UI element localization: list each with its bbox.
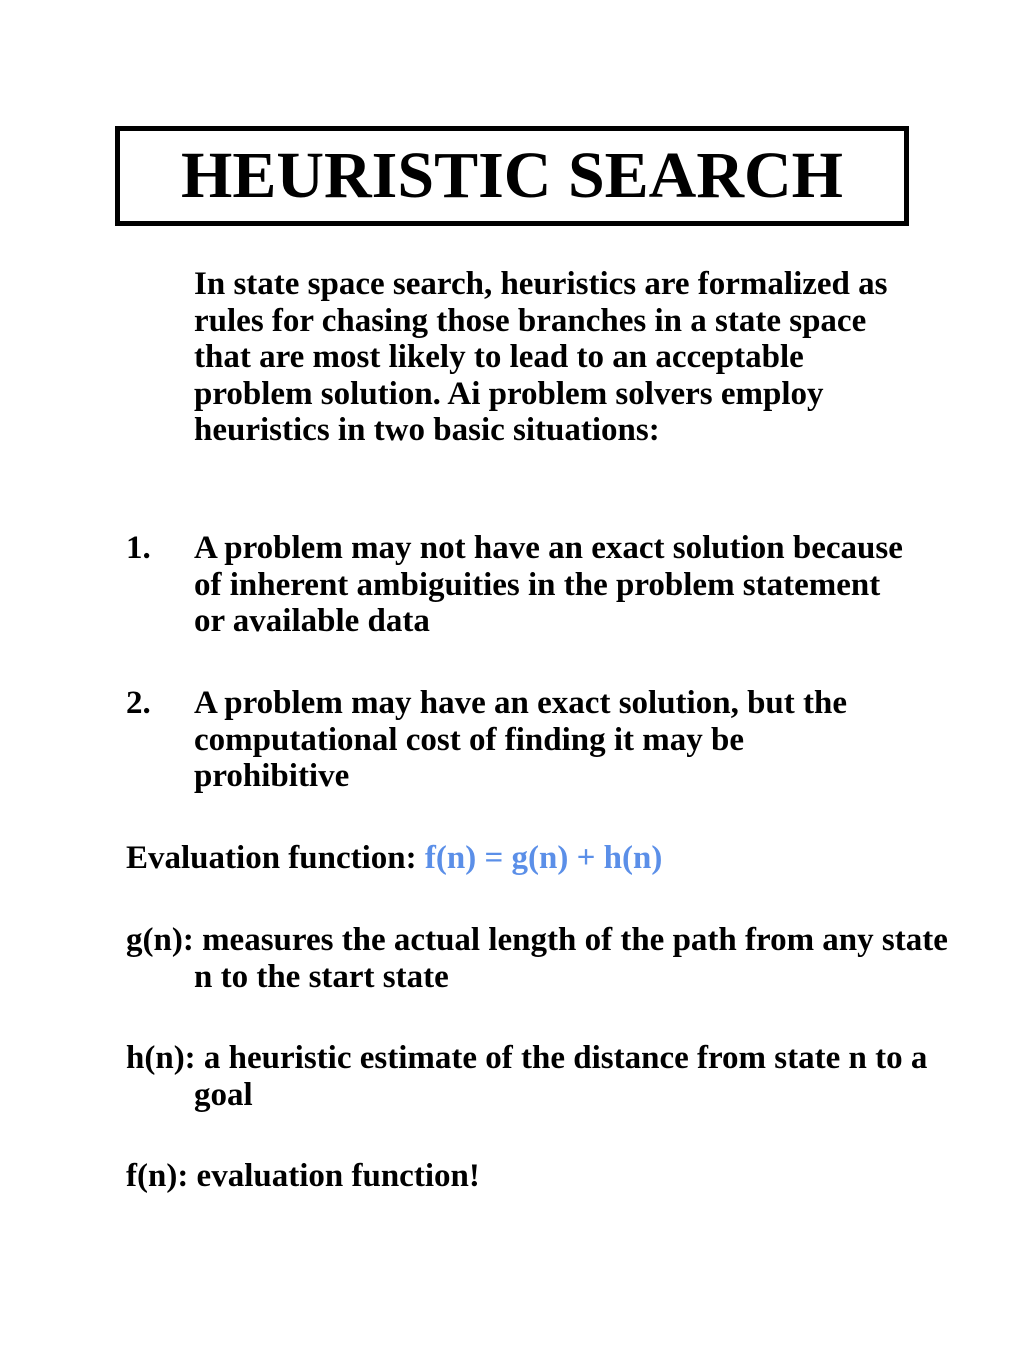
list-text-1: A problem may not have an exact solution because of inherent ambiguities in the problem statement or available data [194, 530, 903, 639]
evaluation-label: Evaluation function: [126, 840, 425, 876]
page-title: HEURISTIC SEARCH [181, 139, 843, 212]
definition-f: f(n): evaluation function! [126, 1158, 480, 1194]
definition-g: g(n): measures the actual length of the path from any state n to the start state [126, 922, 948, 995]
evaluation-formula: f(n) = g(n) + h(n) [424, 840, 663, 876]
list-item-1 [126, 530, 906, 640]
definition-h: h(n): a heuristic estimate of the distance from state n to a goal [126, 1040, 928, 1113]
list-text-2: A problem may have an exact solution, but the computational cost of finding it may be prohibitive [194, 685, 848, 794]
title-box [115, 126, 909, 226]
intro-paragraph: In state space search, heuristics are formalized as rules for chasing those branches in a state space that are most likely to lead to an acceptable problem solution. Ai problem solvers employ heuristics in two basic situations: [194, 266, 888, 448]
list-item-2 [126, 685, 906, 795]
list-number-2: 2. [126, 685, 151, 721]
list-number-1: 1. [126, 530, 151, 566]
evaluation-function-line [126, 840, 662, 877]
